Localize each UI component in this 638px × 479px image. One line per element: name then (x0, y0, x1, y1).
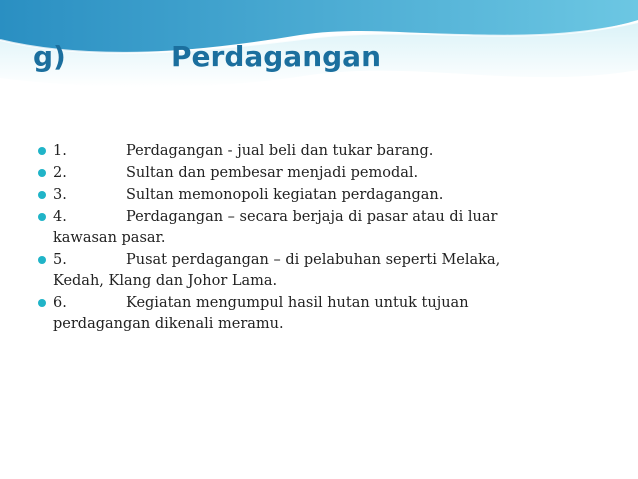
bullet-item-2 (38, 163, 598, 184)
bullet-item-5 (38, 250, 598, 292)
bullet-dot-icon (38, 147, 46, 155)
item-number: 5. (53, 252, 67, 268)
bullet-item-6 (38, 293, 598, 335)
title-section-letter: g) (33, 40, 66, 73)
item-text: Kegiatan mengumpul hasil hutan untuk tujuan (126, 295, 469, 311)
item-text-continued: perdagangan dikenali meramu. (53, 316, 284, 332)
item-text-continued: Kedah, Klang dan Johor Lama. (53, 273, 278, 289)
item-text: Pusat perdagangan – di pelabuhan seperti Melaka, (126, 252, 501, 268)
item-text: Sultan memonopoli kegiatan perdagangan. (126, 187, 444, 203)
bullet-item-1 (38, 141, 598, 162)
bullet-list (38, 141, 598, 336)
item-number: 3. (53, 187, 67, 203)
bullet-dot-icon (38, 191, 46, 199)
slide-title (33, 40, 633, 84)
bullet-item-3 (38, 185, 598, 206)
item-number: 2. (53, 165, 67, 181)
bullet-dot-icon (38, 299, 46, 307)
item-text: Sultan dan pembesar menjadi pemodal. (126, 165, 419, 181)
item-text: Perdagangan – secara berjaja di pasar atau di luar (126, 209, 498, 225)
item-text-continued: kawasan pasar. (53, 230, 166, 246)
bullet-dot-icon (38, 169, 46, 177)
bullet-item-4 (38, 207, 598, 249)
bullet-dot-icon (38, 256, 46, 264)
item-text: Perdagangan - jual beli dan tukar barang. (126, 143, 434, 159)
item-number: 1. (53, 143, 67, 159)
bullet-dot-icon (38, 213, 46, 221)
item-number: 6. (53, 295, 67, 311)
title-text: Perdagangan (171, 40, 381, 73)
item-number: 4. (53, 209, 67, 225)
